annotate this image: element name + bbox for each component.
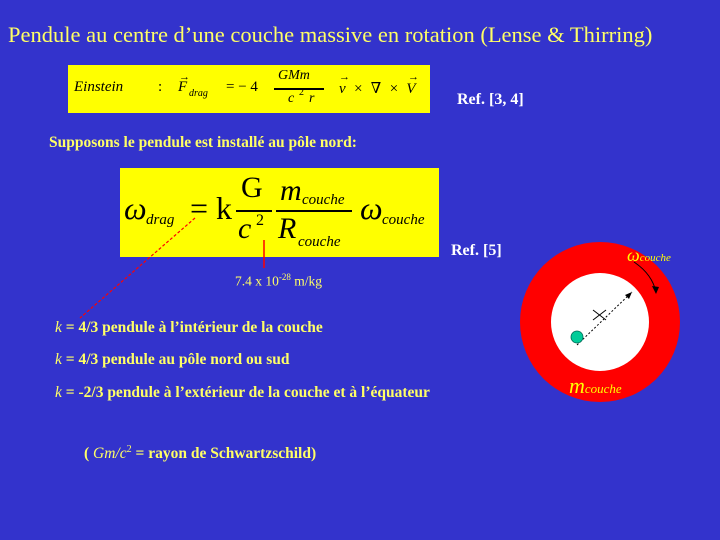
reference-5: Ref. [5] [451,242,502,259]
equals-k: = k [190,190,233,226]
vector-arrow: → [339,71,350,83]
einstein-label: Einstein [74,79,124,95]
c-exponent: 2 [256,212,264,229]
radius-symbol: R [278,212,297,245]
vector-arrow: → [179,71,190,83]
omega-couche-label: ωcouche [627,245,671,265]
k-line-exterior: k = -2/3 pendule à l’extérieur de la couche et à l’équateur [55,384,430,401]
denominator-c: c [288,91,295,106]
k-line-interior: k = 4/3 pendule à l’intérieur de la couche [55,319,323,336]
shell-interior [551,273,649,371]
colon: : [158,79,163,95]
omega-symbol: ω [124,190,147,226]
mass-symbol: m [280,174,302,207]
schwarzschild-note: ( $Gm/c^2$ = rayon de Schwartzschild) [84,444,317,463]
k-line-pole: k = 4/3 pendule au pôle nord ou sud [55,351,290,368]
fraction-numerator: GMm [278,68,310,83]
omega-couche-symbol: ω [360,190,383,226]
reference-3-4: Ref. [3, 4] [457,91,524,108]
m-couche-label: mcouche [569,373,622,398]
numeric-annotation: 7.4 x $10^{-28}$ m/kg [235,272,323,289]
vector-arrow: → [408,71,419,83]
denominator-exponent: 2 [299,87,304,98]
supposons-text: Supposons le pendule est installé au pôle nord: [49,134,357,151]
omega-subscript: drag [146,212,175,228]
mass-subscript: couche [302,192,345,208]
omega-couche-subscript: couche [382,212,425,228]
force-symbol: F [178,79,188,95]
gravitational-constant: G [241,171,263,204]
slide-title: Pendule au centre d’une couche massive en rotation (Lense & Thirring) [8,22,653,47]
force-subscript: drag [189,88,208,99]
pendulum-bob [571,331,583,343]
equals-coefficient: = − 4 [226,79,258,95]
speed-of-light: c [238,212,252,245]
denominator-r: r [309,91,315,106]
curl-expression: v × ∇ × V [339,81,416,97]
radius-subscript: couche [298,234,341,250]
